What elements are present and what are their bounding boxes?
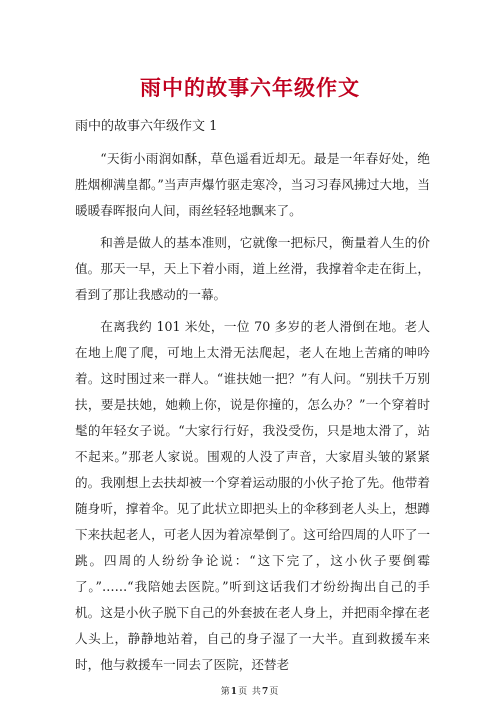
paragraph: 和善是做人的基本准则，它就像一把标尺，衡量着人生的价值。那天一早，天上下着小雨，道上丝滑，我撑着伞走在街上，看到了那让我感动的一幕。 xyxy=(75,235,430,302)
document-title: 雨中的故事六年级作文 xyxy=(140,75,360,100)
footer-page-suffix: 页 xyxy=(269,687,280,697)
footer-page-current: 1 xyxy=(230,687,239,697)
paragraph: “天街小雨润如酥，草色遥看近却无。最是一年春好处，绝胜烟柳满皇都。”当声声爆竹驱走寒冷，当习习春风拂过大地，当暖暖春晖报向人间，雨丝轻轻地飘来了。 xyxy=(75,151,430,218)
page-footer xyxy=(0,684,500,697)
paragraph: 在离我约 101 米处，一位 70 多岁的老人滑倒在地。老人在地上爬了爬，可地上太滑无法爬起，老人在地上苦痛的呻吟着。这时围过来一群人。“谁扶她一把？”有人问。“别扶千万别扶，要是扶她，她赖上你，说是你撞的，怎么办？”一个穿着时髦的年轻女子说。“大家行行好，我没受伤，只是地太滑了，站不起来。”那老人家说。围观的人没了声音，大家眉头皱的紧紧的。我刚想上去扶却被一个穿着运动服的小伙子抢了先。他带着随身听，撑着伞。见了此状立即把头上的伞移到老人头上，想蹲下来扶起老人，可老人因为着凉晕倒了。这可给四周的人吓了一跳。四周的人纷纷争论说：“这下完了，这小伙子要倒霉了。”……“我陪她去医院。”听到这话我们才纷纷掏出自己的手机。这是小伙子脱下自己的外套披在老人身上，并把雨伞撑在老人头上，静静地站着，自己的身子湿了一大半。直到救援车来时，他与救援车一同去了医院，还替老 xyxy=(75,319,430,672)
footer-page-mid: 页 共 xyxy=(238,687,262,697)
footer-page-prefix: 第 xyxy=(220,687,231,697)
document-subtitle: 雨中的故事六年级作文 1 xyxy=(75,119,218,134)
footer-page-total: 7 xyxy=(261,687,270,697)
document-body xyxy=(75,146,430,684)
